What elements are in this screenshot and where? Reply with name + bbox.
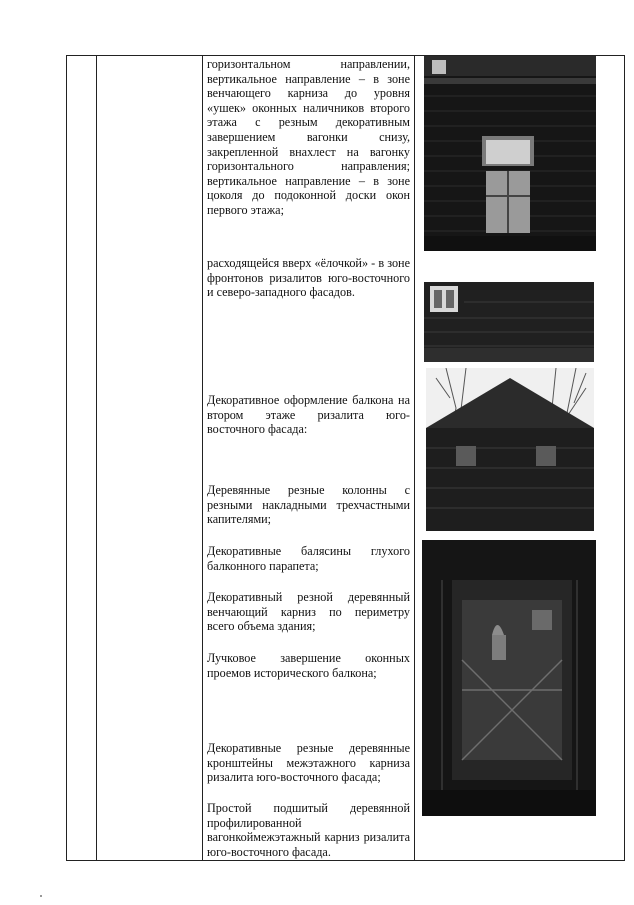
table-column-divider-1 — [96, 55, 97, 861]
description-cell-6 — [207, 590, 410, 634]
paragraph-cornice: Декоративный резной деревянный венчающий карниз по периметру всего объема здания; — [207, 590, 410, 634]
balcony-gable-photo — [426, 368, 594, 531]
paragraph-brackets: Декоративные резные деревянные кронштейны межэтажного карниза ризалита юго-восточного фасада; — [207, 741, 410, 785]
table-right-border — [624, 55, 625, 861]
table-bottom-border — [66, 860, 624, 861]
page-mark — [40, 895, 42, 897]
paragraph-simple-cornice: Простой подшитый деревянной профилированной вагонкоймежэтажный карниз ризалита юго-восточного фасада. — [207, 801, 410, 859]
paragraph-columns: Деревянные резные колонны с резными накладными трехчастными капителями; — [207, 483, 410, 527]
description-cell-9 — [207, 801, 410, 859]
description-cell-3 — [207, 393, 410, 437]
description-cell-7 — [207, 651, 410, 680]
paragraph-arched-windows: Лучковое завершение оконных проемов исторического балкона; — [207, 651, 410, 680]
paragraph-balcony-decor: Декоративное оформление балкона на втором этаже ризалита юго-восточного фасада: — [207, 393, 410, 437]
gable-detail-photo — [424, 282, 594, 362]
table-left-border — [66, 55, 67, 861]
paragraph-herringbone: расходящейся вверх «ёлочкой» - в зоне фронтонов ризалитов юго-восточного и северо-западного фасадов. — [207, 256, 410, 300]
paragraph-cladding: горизонтальном направлении, вертикальное направление – в зоне венчающего карниза до уровня «ушек» оконных наличников второго этажа с резным декоративным завершением вагонки снизу, закрепленной внахлест на вагонку горизонтального направления; вертикальное направление – в зоне цоколя до подоконной доски окон первого этажа; — [207, 57, 410, 217]
description-cell — [207, 57, 410, 218]
table-column-divider-3 — [414, 55, 415, 861]
description-cell-8 — [207, 741, 410, 785]
paragraph-balusters: Декоративные балясины глухого балконного парапета; — [207, 544, 410, 573]
table-column-divider-2 — [202, 55, 203, 861]
description-cell-4 — [207, 483, 410, 527]
balcony-railing-photo — [422, 540, 596, 816]
description-cell-5 — [207, 544, 410, 573]
facade-window-photo — [424, 56, 596, 251]
description-cell-2 — [207, 256, 410, 300]
